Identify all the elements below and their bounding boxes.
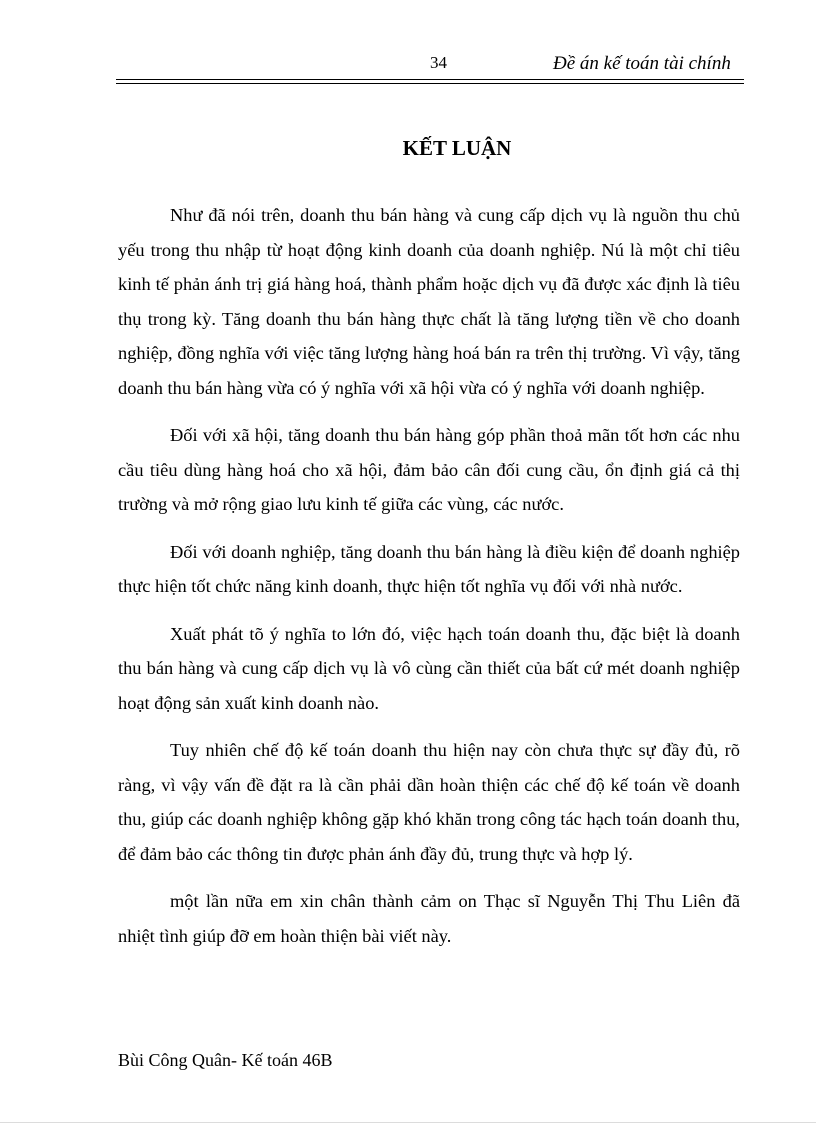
footer-author: Bùi Công Quân- Kế toán 46B <box>118 1050 333 1070</box>
section-title: KẾT LUẬN <box>402 136 512 160</box>
paragraph-society: Đối với xã hội, tăng doanh thu bán hàng góp phần thoả mãn tốt hơn các nhu cầu tiêu dùng hàng hoá cho xã hội, đảm bảo cân đối cung cầu, ổn định giá cả thị trường và mở rộng giao lưu kinh tế giữa các vùng, các nước. <box>118 425 740 514</box>
paragraph-revenue-overview: Như đã nói trên, doanh thu bán hàng và cung cấp dịch vụ là nguồn thu chủ yếu trong thu nhập từ hoạt động kinh doanh của doanh nghiệp. Nú là một chỉ tiêu kinh tế phản ánh trị giá hàng hoá, thành phẩm hoặc dịch vụ đã được xác định là tiêu thụ trong kỳ. Tăng doanh thu bán hàng thực chất là tăng lượng tiền về cho doanh nghiệp, đồng nghĩa với việc tăng lượng hàng hoá bán ra trên thị trường. Vì vậy, tăng doanh thu bán hàng vừa có ý nghĩa với xã hội vừa có ý nghĩa với doanh nghiệp. <box>118 205 740 398</box>
header-rule-top <box>116 79 744 80</box>
paragraph-acknowledgement: một lần nữa em xin chân thành cảm on Thạc sĩ Nguyễn Thị Thu Liên đã nhiệt tình giúp đỡ em hoàn thiện bài viết này. <box>118 891 740 946</box>
paragraph-enterprise: Đối với doanh nghiệp, tăng doanh thu bán hàng là điều kiện để doanh nghiệp thực hiện tốt chức năng kinh doanh, thực hiện tốt nghĩa vụ đối với nhà nước. <box>118 541 740 596</box>
document-title: Đề án kế toán tài chính <box>553 53 731 74</box>
header-rule-bottom <box>116 83 744 84</box>
body-text <box>118 198 740 953</box>
paragraph-regulation: Tuy nhiên chế độ kế toán doanh thu hiện nay còn chưa thực sự đầy đủ, rõ ràng, vì vậy vấn đề đặt ra là cần phải dần hoàn thiện các chế độ kế toán về doanh thu, giúp các doanh nghiệp không gặp khó khăn trong công tác hạch toán doanh thu, để đảm bảo các thông tin được phản ánh đầy đủ, trung thực và hợp lý. <box>118 740 740 864</box>
page-number: 34 <box>430 53 447 72</box>
paragraph-significance: Xuất phát tõ ý nghĩa to lớn đó, việc hạch toán doanh thu, đặc biệt là doanh thu bán hàng và cung cấp dịch vụ là vô cùng cần thiết của bất cứ mét doanh nghiệp hoạt động sản xuất kinh doanh nào. <box>118 623 740 713</box>
